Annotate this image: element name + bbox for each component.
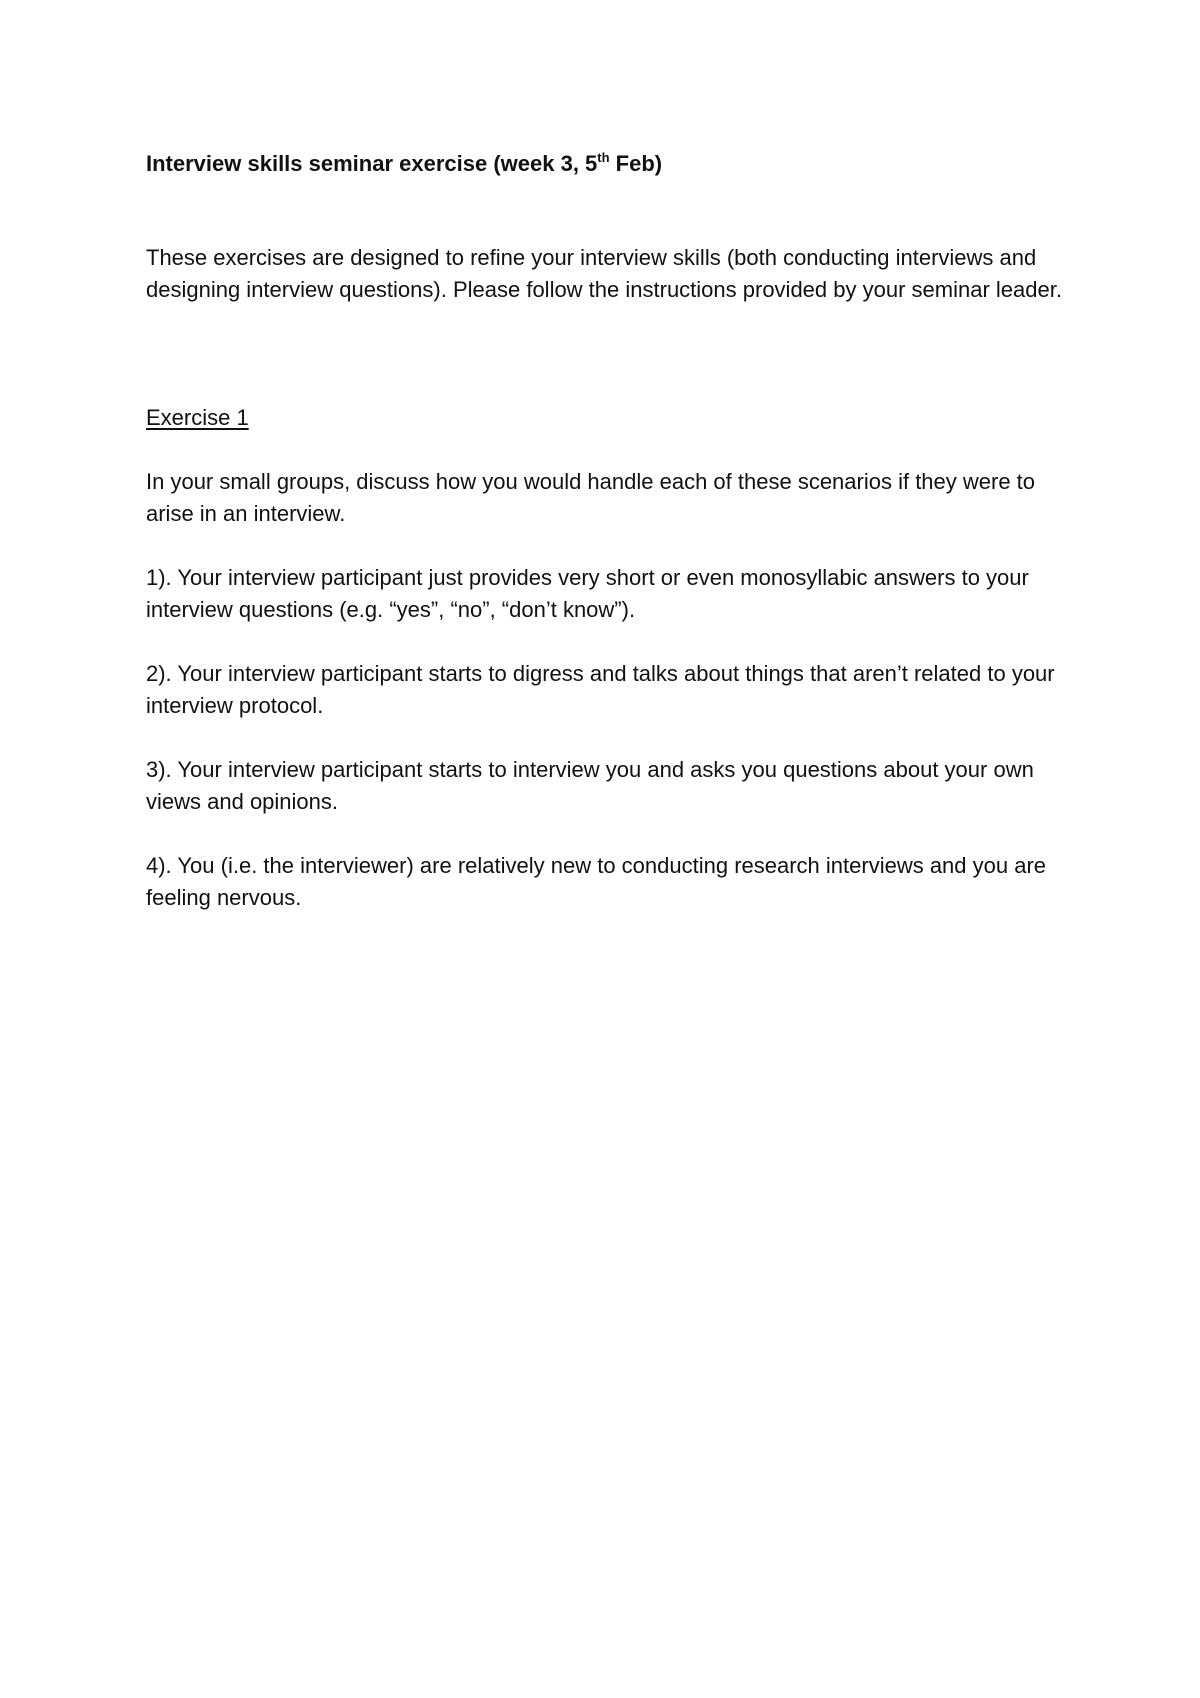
title-superscript: th bbox=[597, 150, 610, 165]
exercise-heading: Exercise 1 bbox=[146, 405, 249, 430]
scenario-item: 1). Your interview participant just provides very short or even monosyllabic answers to your interview questions (e.g. “yes”, “no”, “don’t know”). bbox=[146, 565, 1029, 622]
exercise-prompt: In your small groups, discuss how you would handle each of these scenarios if they were to arise in an interview. bbox=[146, 469, 1036, 526]
scenario-item: 4). You (i.e. the interviewer) are relatively new to conducting research interviews and you are feeling nervous. bbox=[146, 853, 1047, 910]
title-text-end: Feb) bbox=[609, 151, 663, 176]
document-title bbox=[146, 148, 1076, 180]
scenario-item: 2). Your interview participant starts to digress and talks about things that aren’t related to your interview protocol. bbox=[146, 661, 1055, 718]
scenario-item: 3). Your interview participant starts to interview you and asks you questions about your own views and opinions. bbox=[146, 757, 1034, 814]
document-body bbox=[146, 148, 1076, 914]
intro-paragraph: These exercises are designed to refine your interview skills (both conducting interviews and designing interview questions). Please follow the instructions provided by your seminar leader. bbox=[146, 245, 1062, 302]
title-text: Interview skills seminar exercise (week 3, 5 bbox=[146, 151, 598, 176]
